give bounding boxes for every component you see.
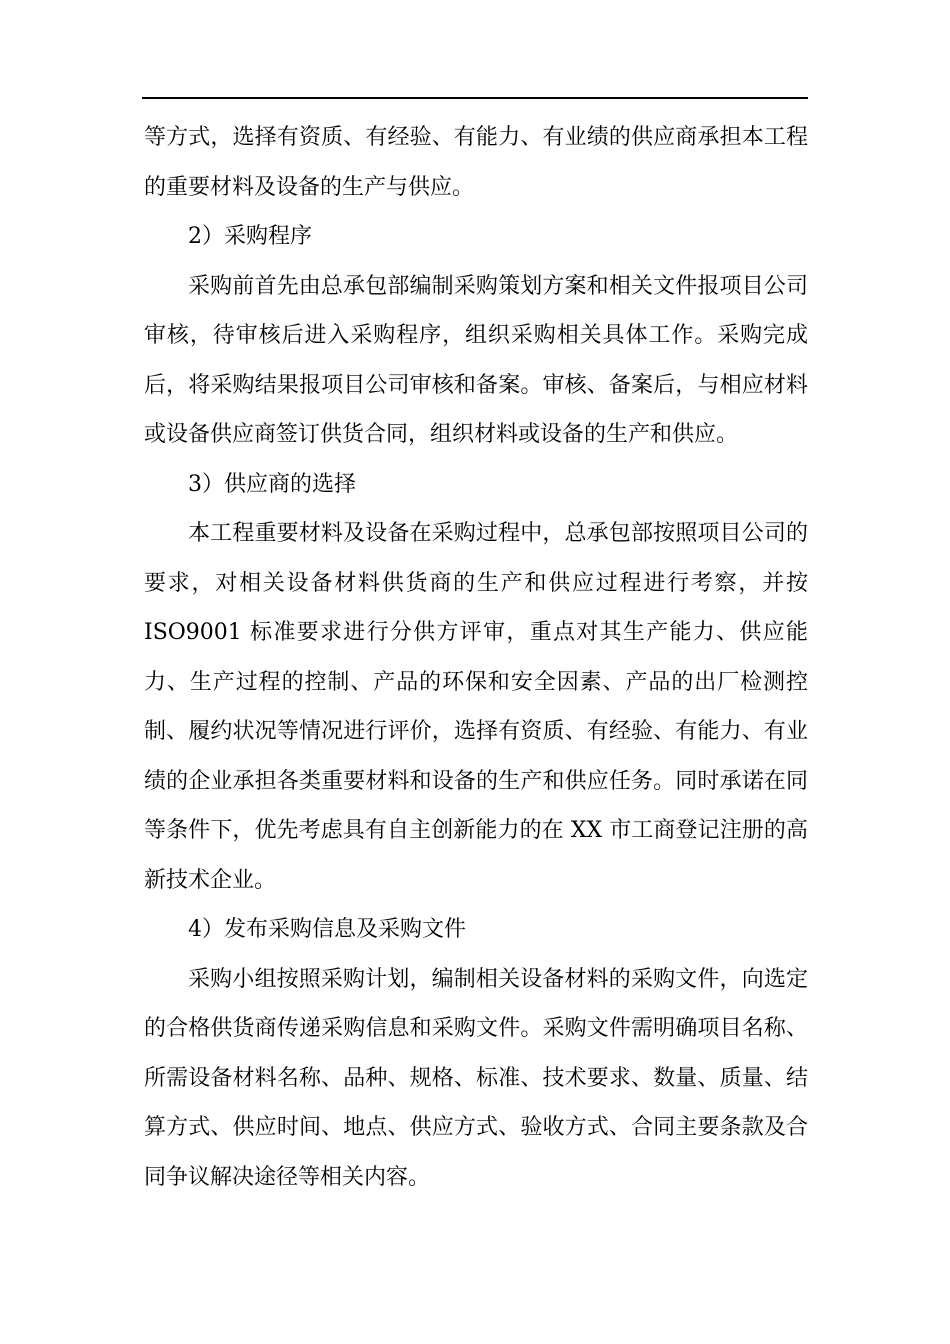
paragraph-procurement-procedure: 采购前首先由总承包部编制采购策划方案和相关文件报项目公司审核，待审核后进入采购程序，组织采购相关具体工作。采购完成后，将采购结果报项目公司审核和备案。审核、备案后，与相应材料或设备供应商签订供货合同，组织材料或设备的生产和供应。	[144, 273, 808, 447]
paragraph-publish-procurement-info: 采购小组按照采购计划，编制相关设备材料的采购文件，向选定的合格供货商传递采购信息和采购文件。采购文件需明确项目名称、所需设备材料名称、品种、规格、标准、技术要求、数量、质量、结算方式、供应时间、地点、供应方式、验收方式、合同主要条款及合同争议解决途径等相关内容。	[144, 966, 808, 1190]
document-body	[144, 113, 808, 1202]
section-heading-publish-procurement-info: 4）发布采购信息及采购文件	[188, 917, 466, 942]
paragraph-continuation: 等方式，选择有资质、有经验、有能力、有业绩的供应商承担本工程的重要材料及设备的生产与供应。	[144, 125, 808, 200]
paragraph-supplier-selection: 本工程重要材料及设备在采购过程中，总承包部按照项目公司的要求，对相关设备材料供货商的生产和供应过程进行考察，并按ISO9001 标准要求进行分供方评审，重点对其生产能力、供应能力、生产过程的控制、产品的环保和安全因素、产品的出厂检测控制、履约状况等情况进行评价，选择有资质、有经验、有能力、有业绩的企业承担各类重要材料和设备的生产和供应任务。同时承诺在同等条件下，优先考虑具有自主创新能力的在 XX 市工商登记注册的高新技术企业。	[144, 521, 808, 893]
section-heading-procurement-procedure: 2）采购程序	[188, 224, 312, 249]
section-heading-supplier-selection: 3）供应商的选择	[188, 471, 356, 497]
header-rule	[142, 97, 808, 99]
